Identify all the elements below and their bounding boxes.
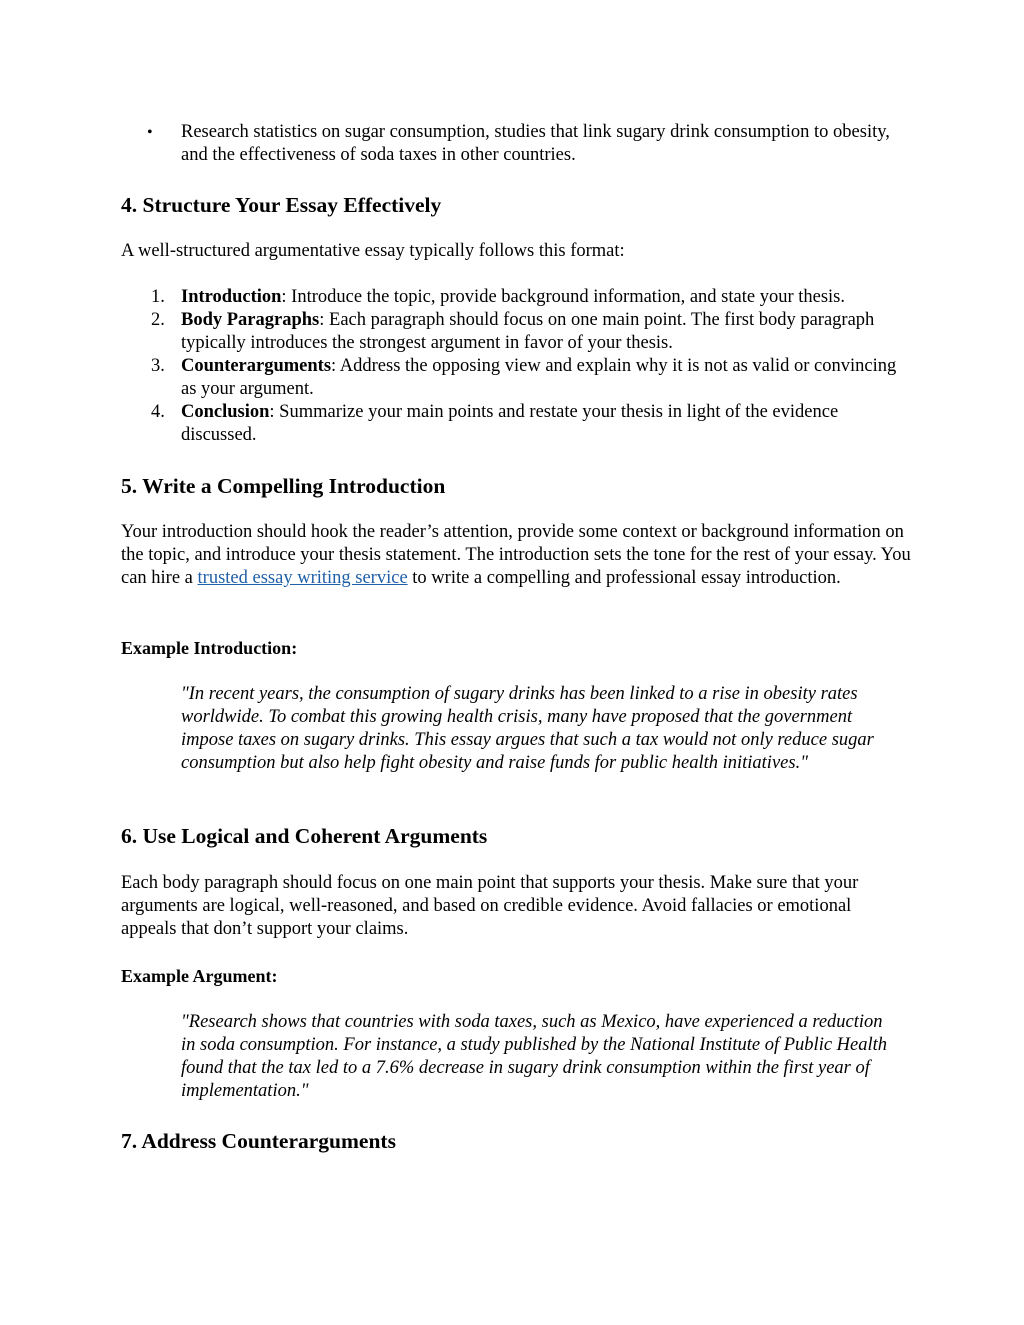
item-description: : Summarize your main points and restate your thesis in light of the evidence discussed.	[181, 402, 839, 445]
essay-structure-list	[121, 286, 911, 447]
section-4-heading: 4. Structure Your Essay Effectively	[121, 193, 442, 217]
paragraph-text-before-link: Your introduction should hook the reader’s attention, provide some context or background information on the topic, and introduce your thesis statement. The introduction sets the tone for the rest of your essay. You can hire a	[121, 522, 911, 588]
item-description: : Each paragraph should focus on one main point. The first body paragraph typically introduces the strongest argument in favor of your thesis.	[181, 310, 875, 353]
example-introduction-quote: "In recent years, the consumption of sugary drinks has been linked to a rise in obesity rates worldwide. To combat this growing health crisis, many have proposed that the government impose taxes on sugary drinks. This essay argues that such a tax would not only reduce sugar consumption but also help fight obesity and raise funds for public health initiatives."	[181, 684, 874, 773]
item-number: 3.	[151, 356, 165, 376]
item-description: : Introduce the topic, provide background information, and state your thesis.	[281, 287, 845, 307]
bullet-text: Research statistics on sugar consumption, studies that link sugary drink consumption to obesity, and the effectiveness of soda taxes in other countries.	[181, 122, 890, 165]
item-number: 4.	[151, 402, 165, 422]
example-introduction-label: Example Introduction:	[121, 638, 298, 658]
section-7-heading: 7. Address Counterarguments	[121, 1129, 396, 1153]
item-term: Introduction	[181, 287, 282, 307]
structure-item-body-paragraphs	[121, 309, 911, 355]
example-argument-quote: "Research shows that countries with soda taxes, such as Mexico, have experienced a reduction in soda consumption. For instance, a study published by the National Institute of Public Health found that the tax led to a 7.6% decrease in sugary drink consumption within the first year of implementation."	[181, 1012, 888, 1101]
paragraph-text-after-link: to write a compelling and professional essay introduction.	[407, 568, 841, 588]
item-term: Conclusion	[181, 402, 270, 422]
item-number: 1.	[151, 287, 165, 307]
section-6-paragraph: Each body paragraph should focus on one main point that supports your thesis. Make sure that your arguments are logical, well-reasoned, and based on credible evidence. Avoid fallacies or emotional appeals that don’t support your claims.	[121, 873, 859, 939]
section-5-heading: 5. Write a Compelling Introduction	[121, 474, 446, 498]
item-term: Counterarguments	[181, 356, 332, 376]
essay-service-link[interactable]: trusted essay writing service	[197, 568, 408, 588]
example-argument-label: Example Argument:	[121, 966, 278, 986]
item-description: : Address the opposing view and explain why it is not as valid or convincing as your argument.	[181, 356, 897, 399]
section-4-intro: A well-structured argumentative essay typically follows this format:	[121, 241, 625, 261]
structure-item-conclusion	[121, 401, 911, 447]
structure-item-introduction	[121, 286, 911, 309]
section-5-paragraph	[121, 521, 911, 590]
item-number: 2.	[151, 310, 165, 330]
item-term: Body Paragraphs	[181, 310, 320, 330]
section-6-heading: 6. Use Logical and Coherent Arguments	[121, 824, 488, 848]
structure-item-counterarguments	[121, 355, 911, 401]
bullet-dot: •	[147, 124, 153, 141]
